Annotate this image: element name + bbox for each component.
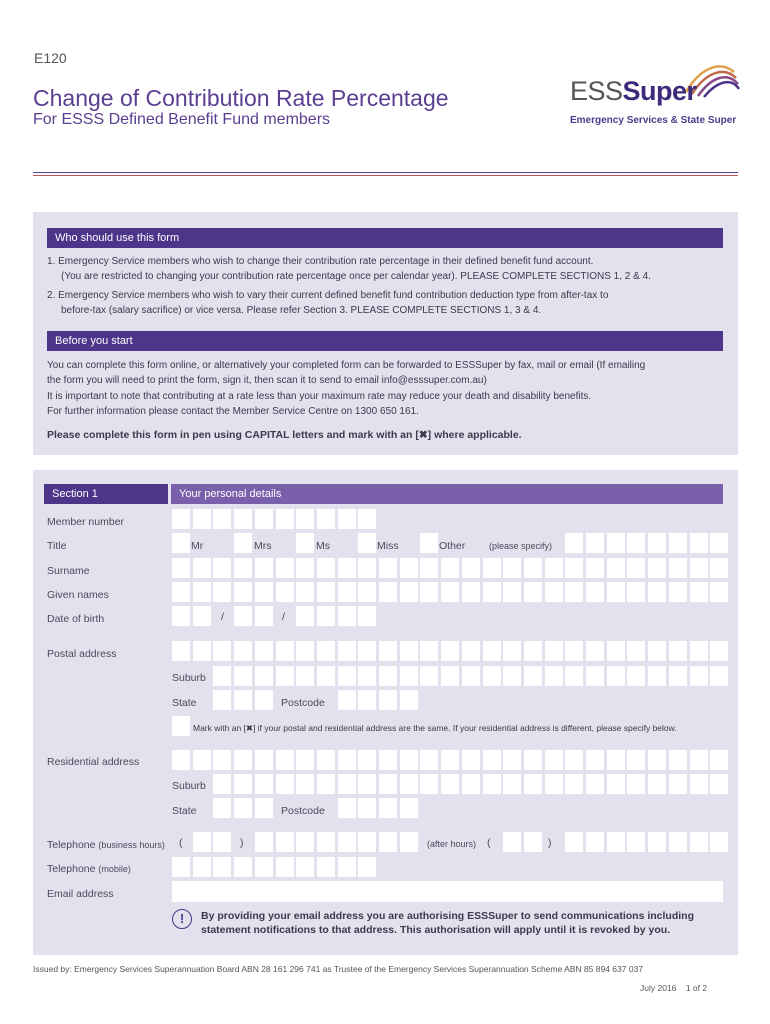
postal-address-box[interactable] (648, 641, 666, 661)
postal-suburb-box[interactable] (379, 666, 397, 686)
surname-box[interactable] (400, 558, 418, 578)
residential-suburb-box[interactable] (607, 774, 625, 794)
member-number-box[interactable] (358, 509, 376, 529)
given-names-box[interactable] (483, 582, 501, 602)
residential-suburb-box[interactable] (213, 774, 231, 794)
postal-suburb-box[interactable] (586, 666, 604, 686)
phone-business-box[interactable] (338, 832, 356, 852)
postal-address-box[interactable] (627, 641, 645, 661)
residential-address-label: Residential address (47, 756, 140, 768)
residential-suburb-box[interactable] (338, 774, 356, 794)
given-names-box[interactable] (193, 582, 211, 602)
email-input[interactable] (172, 881, 723, 902)
residential-suburb-box[interactable] (234, 774, 252, 794)
residential-suburb-label: Suburb (172, 780, 206, 792)
surname-box[interactable] (545, 558, 563, 578)
title-other-label: Other (439, 540, 466, 552)
surname-box[interactable] (255, 558, 273, 578)
postal-suburb-box[interactable] (483, 666, 501, 686)
info-alert-icon: ! (172, 909, 192, 929)
phone-after-hours-box[interactable] (648, 832, 666, 852)
given-names-box[interactable] (400, 582, 418, 602)
email-label: Email address (47, 888, 114, 900)
given-names-box[interactable] (710, 582, 728, 602)
title-other-box[interactable] (627, 533, 645, 553)
residential-suburb-box[interactable] (296, 774, 314, 794)
postal-address-box[interactable] (483, 641, 501, 661)
given-names-box[interactable] (524, 582, 542, 602)
residential-suburb-box[interactable] (358, 774, 376, 794)
residential-address-box[interactable] (607, 750, 625, 770)
postal-suburb-box[interactable] (462, 666, 480, 686)
residential-address-box[interactable] (441, 750, 459, 770)
before-line-1: You can complete this form online, or alternatively your completed form can be forwarded to ESSSuper by fax, mail or email (If emailing (47, 360, 646, 371)
postal-address-box[interactable] (193, 641, 211, 661)
dob-box[interactable] (317, 606, 335, 626)
postal-suburb-box[interactable] (213, 666, 231, 686)
postal-suburb-label: Suburb (172, 672, 206, 684)
phone-business-box[interactable] (296, 832, 314, 852)
given-names-box[interactable] (503, 582, 521, 602)
postal-address-box[interactable] (338, 641, 356, 661)
surname-box[interactable] (296, 558, 314, 578)
residential-address-box[interactable] (545, 750, 563, 770)
residential-address-box[interactable] (627, 750, 645, 770)
postal-address-box[interactable] (503, 641, 521, 661)
phone-mobile-box[interactable] (296, 857, 314, 877)
postal-suburb-box[interactable] (690, 666, 708, 686)
esssuper-logo (568, 60, 738, 132)
phone-mobile-box[interactable] (276, 857, 294, 877)
surname-box[interactable] (627, 558, 645, 578)
phone-mobile-box[interactable] (172, 857, 190, 877)
residential-address-box[interactable] (234, 750, 252, 770)
surname-box[interactable] (213, 558, 231, 578)
given-names-box[interactable] (213, 582, 231, 602)
title-other-box[interactable] (669, 533, 687, 553)
phone-business-box[interactable] (255, 832, 273, 852)
residential-address-box[interactable] (255, 750, 273, 770)
phone-mobile-box[interactable] (213, 857, 231, 877)
residential-address-box[interactable] (213, 750, 231, 770)
who-item-2-cont: before-tax (salary sacrifice) or vice versa. Please refer Section 3. PLEASE COMPLETE SECTIONS 1, 3 & 4. (61, 305, 542, 316)
page-subtitle: For ESSS Defined Benefit Fund members (33, 111, 331, 128)
before-heading: Before you start (47, 331, 723, 351)
given-names-box[interactable] (172, 582, 190, 602)
surname-box[interactable] (669, 558, 687, 578)
please-specify-label: (please specify) (489, 541, 553, 551)
title-label: Title (47, 540, 67, 552)
surname-box[interactable] (648, 558, 666, 578)
phone-business-box[interactable] (193, 832, 211, 852)
postal-suburb-box[interactable] (545, 666, 563, 686)
issued-by: Issued by: Emergency Services Superannuation Board ABN 28 161 296 741 as Trustee of the Emergency Services Superannuation Scheme ABN 85 894 637 037 (33, 964, 644, 974)
postal-suburb-box[interactable] (669, 666, 687, 686)
residential-address-box[interactable] (338, 750, 356, 770)
dob-box[interactable] (338, 606, 356, 626)
same-address-note: Mark with an [✖] if your postal and residential address are the same. If your residential address is different, please specify below. (193, 723, 677, 733)
member-number-box[interactable] (172, 509, 190, 529)
who-item-1-cont: (You are restricted to changing your contribution rate percentage once per calendar year). PLEASE COMPLETE SECTIONS 1, 2 & 4. (61, 271, 651, 282)
given-names-box[interactable] (420, 582, 438, 602)
given-names-box[interactable] (441, 582, 459, 602)
dob-box[interactable] (358, 606, 376, 626)
phone-after-hours-box[interactable] (627, 832, 645, 852)
title-mr-label: Mr (191, 540, 204, 552)
postal-address-box[interactable] (441, 641, 459, 661)
surname-box[interactable] (524, 558, 542, 578)
title-other-box[interactable] (607, 533, 625, 553)
given-names-label: Given names (47, 589, 109, 601)
member-number-box[interactable] (255, 509, 273, 529)
given-names-box[interactable] (296, 582, 314, 602)
after-hours-label: (after hours) (427, 839, 477, 849)
residential-suburb-box[interactable] (586, 774, 604, 794)
postal-suburb-box[interactable] (524, 666, 542, 686)
dob-box[interactable] (193, 606, 211, 626)
postal-suburb-box[interactable] (420, 666, 438, 686)
residential-suburb-box[interactable] (462, 774, 480, 794)
postal-address-box[interactable] (234, 641, 252, 661)
title-other-box[interactable] (710, 533, 728, 553)
email-notice-line-2: statement notifications to that address. This authorisation will apply until it is revoked by you. (201, 924, 671, 936)
phone-business-box[interactable] (276, 832, 294, 852)
residential-address-box[interactable] (276, 750, 294, 770)
residential-address-box[interactable] (483, 750, 501, 770)
surname-box[interactable] (586, 558, 604, 578)
surname-box[interactable] (276, 558, 294, 578)
postal-address-box[interactable] (379, 641, 397, 661)
residential-postcode-box[interactable] (379, 798, 397, 818)
residential-state-label: State (172, 805, 197, 817)
dob-box[interactable] (296, 606, 314, 626)
surname-box[interactable] (172, 558, 190, 578)
phone-after-hours-box[interactable] (586, 832, 604, 852)
surname-box[interactable] (710, 558, 728, 578)
surname-box[interactable] (565, 558, 583, 578)
residential-state-box[interactable] (255, 798, 273, 818)
telephone-mobile-label: Telephone (mobile) (47, 863, 131, 875)
dob-slash-2: / (282, 611, 285, 623)
surname-box[interactable] (420, 558, 438, 578)
surname-box[interactable] (379, 558, 397, 578)
phone-business-box[interactable] (358, 832, 376, 852)
surname-box[interactable] (338, 558, 356, 578)
phone-after-hours-box[interactable] (669, 832, 687, 852)
postal-address-box[interactable] (690, 641, 708, 661)
postal-suburb-box[interactable] (607, 666, 625, 686)
title-other-box[interactable] (648, 533, 666, 553)
residential-suburb-box[interactable] (441, 774, 459, 794)
phone-business-box[interactable] (213, 832, 231, 852)
residential-suburb-box[interactable] (690, 774, 708, 794)
residential-suburb-box[interactable] (276, 774, 294, 794)
phone-after-hours-box[interactable] (565, 832, 583, 852)
residential-address-box[interactable] (524, 750, 542, 770)
section-1-tab: Section 1 (44, 484, 168, 504)
postal-address-box[interactable] (545, 641, 563, 661)
postal-suburb-box[interactable] (627, 666, 645, 686)
residential-suburb-box[interactable] (545, 774, 563, 794)
postal-postcode-box[interactable] (358, 690, 376, 710)
surname-box[interactable] (441, 558, 459, 578)
postal-suburb-box[interactable] (400, 666, 418, 686)
postal-postcode-label: Postcode (281, 697, 325, 709)
title-other-box[interactable] (690, 533, 708, 553)
phone-after-hours-box[interactable] (524, 832, 542, 852)
given-names-box[interactable] (607, 582, 625, 602)
postal-address-box[interactable] (400, 641, 418, 661)
logo-tagline: Emergency Services & State Super (570, 115, 737, 126)
postal-postcode-box[interactable] (338, 690, 356, 710)
residential-address-box[interactable] (462, 750, 480, 770)
given-names-box[interactable] (690, 582, 708, 602)
surname-box[interactable] (503, 558, 521, 578)
title-other-box[interactable] (586, 533, 604, 553)
intro-panel (33, 212, 738, 455)
phone-mobile-box[interactable] (338, 857, 356, 877)
residential-suburb-box[interactable] (503, 774, 521, 794)
member-number-box[interactable] (276, 509, 294, 529)
given-names-box[interactable] (358, 582, 376, 602)
surname-box[interactable] (690, 558, 708, 578)
phone-mobile-box[interactable] (193, 857, 211, 877)
residential-postcode-box[interactable] (400, 798, 418, 818)
same-address-checkbox[interactable] (172, 716, 190, 736)
surname-box[interactable] (607, 558, 625, 578)
postal-postcode-box[interactable] (400, 690, 418, 710)
before-line-3: It is important to note that contributing at a rate less than your maximum rate may reduce your death and disability benefits. (47, 391, 592, 402)
member-number-box[interactable] (234, 509, 252, 529)
residential-state-box[interactable] (234, 798, 252, 818)
given-names-box[interactable] (276, 582, 294, 602)
surname-box[interactable] (234, 558, 252, 578)
pen-instruction: Please complete this form in pen using CAPITAL letters and mark with an [✖] where applicable. (47, 429, 522, 441)
residential-suburb-box[interactable] (317, 774, 335, 794)
phone-after-hours-box[interactable] (710, 832, 728, 852)
postal-state-box[interactable] (213, 690, 231, 710)
phone-open-paren: ( (179, 837, 183, 849)
residential-address-box[interactable] (193, 750, 211, 770)
postal-address-box[interactable] (276, 641, 294, 661)
dob-box[interactable] (172, 606, 190, 626)
postal-suburb-box[interactable] (255, 666, 273, 686)
residential-suburb-box[interactable] (379, 774, 397, 794)
residential-address-box[interactable] (586, 750, 604, 770)
residential-state-box[interactable] (213, 798, 231, 818)
form-code: E120 (34, 50, 67, 66)
residential-address-box[interactable] (172, 750, 190, 770)
section-1-heading: Your personal details (171, 484, 723, 504)
postal-state-box[interactable] (234, 690, 252, 710)
member-number-box[interactable] (213, 509, 231, 529)
residential-address-box[interactable] (379, 750, 397, 770)
residential-suburb-box[interactable] (710, 774, 728, 794)
who-item-2: 2. Emergency Service members who wish to vary their current defined benefit fund contribution deduction type from after-tax to (47, 290, 609, 301)
phone-after-hours-box[interactable] (607, 832, 625, 852)
postal-postcode-box[interactable] (379, 690, 397, 710)
given-names-box[interactable] (317, 582, 335, 602)
telephone-business-label: Telephone (business hours) (47, 839, 165, 851)
phone-mobile-box[interactable] (358, 857, 376, 877)
surname-box[interactable] (462, 558, 480, 578)
after-hours-close-paren: ) (548, 837, 552, 849)
dob-box[interactable] (255, 606, 273, 626)
after-hours-open-paren: ( (487, 837, 491, 849)
postal-suburb-box[interactable] (317, 666, 335, 686)
phone-mobile-box[interactable] (317, 857, 335, 877)
residential-suburb-box[interactable] (648, 774, 666, 794)
postal-address-box[interactable] (586, 641, 604, 661)
phone-close-paren: ) (240, 837, 244, 849)
postal-address-box[interactable] (524, 641, 542, 661)
member-number-box[interactable] (338, 509, 356, 529)
residential-suburb-box[interactable] (420, 774, 438, 794)
postal-suburb-box[interactable] (338, 666, 356, 686)
surname-box[interactable] (483, 558, 501, 578)
dob-slash-1: / (221, 611, 224, 623)
residential-address-box[interactable] (317, 750, 335, 770)
who-heading: Who should use this form (47, 228, 723, 248)
postal-address-box[interactable] (172, 641, 190, 661)
residential-address-box[interactable] (669, 750, 687, 770)
given-names-box[interactable] (234, 582, 252, 602)
residential-suburb-box[interactable] (627, 774, 645, 794)
title-ms-label: Ms (316, 540, 330, 552)
given-names-box[interactable] (648, 582, 666, 602)
postal-suburb-box[interactable] (648, 666, 666, 686)
email-notice-line-1: By providing your email address you are authorising ESSSuper to send communications including (201, 910, 695, 922)
title-checkbox[interactable] (420, 533, 438, 553)
phone-after-hours-box[interactable] (503, 832, 521, 852)
given-names-box[interactable] (669, 582, 687, 602)
dob-label: Date of birth (47, 613, 105, 625)
residential-address-box[interactable] (648, 750, 666, 770)
postal-address-box[interactable] (710, 641, 728, 661)
residential-address-box[interactable] (400, 750, 418, 770)
title-other-box[interactable] (565, 533, 583, 553)
postal-suburb-box[interactable] (441, 666, 459, 686)
phone-business-box[interactable] (379, 832, 397, 852)
postal-address-box[interactable] (213, 641, 231, 661)
residential-postcode-label: Postcode (281, 805, 325, 817)
postal-address-box[interactable] (296, 641, 314, 661)
who-item-1: 1. Emergency Service members who wish to change their contribution rate percentage in their defined benefit fund account. (47, 256, 594, 267)
residential-address-box[interactable] (690, 750, 708, 770)
surname-box[interactable] (358, 558, 376, 578)
postal-address-box[interactable] (255, 641, 273, 661)
postal-address-box[interactable] (358, 641, 376, 661)
residential-postcode-box[interactable] (358, 798, 376, 818)
postal-address-box[interactable] (607, 641, 625, 661)
title-mrs-label: Mrs (254, 540, 272, 552)
dob-box[interactable] (234, 606, 252, 626)
residential-address-box[interactable] (710, 750, 728, 770)
given-names-box[interactable] (565, 582, 583, 602)
phone-mobile-box[interactable] (255, 857, 273, 877)
title-checkbox[interactable] (296, 533, 314, 553)
postal-address-box[interactable] (669, 641, 687, 661)
member-number-label: Member number (47, 516, 125, 528)
residential-suburb-box[interactable] (565, 774, 583, 794)
header-rule-accent (33, 175, 738, 176)
member-number-box[interactable] (317, 509, 335, 529)
postal-suburb-box[interactable] (565, 666, 583, 686)
before-line-2: the form you will need to print the form, sign it, then scan it to send to email info@esssuper.com.au) (47, 375, 487, 386)
header-rule (33, 172, 738, 173)
given-names-box[interactable] (255, 582, 273, 602)
postal-state-label: State (172, 697, 197, 709)
postal-state-box[interactable] (255, 690, 273, 710)
residential-address-box[interactable] (358, 750, 376, 770)
postal-address-box[interactable] (420, 641, 438, 661)
residential-suburb-box[interactable] (400, 774, 418, 794)
residential-address-box[interactable] (503, 750, 521, 770)
residential-suburb-box[interactable] (255, 774, 273, 794)
phone-business-box[interactable] (317, 832, 335, 852)
member-number-box[interactable] (296, 509, 314, 529)
logo-wordmark: ESSSuper (570, 76, 697, 106)
phone-business-box[interactable] (400, 832, 418, 852)
page-title: Change of Contribution Rate Percentage (33, 85, 449, 111)
surname-label: Surname (47, 565, 90, 577)
postal-suburb-box[interactable] (296, 666, 314, 686)
postal-suburb-box[interactable] (234, 666, 252, 686)
postal-suburb-box[interactable] (276, 666, 294, 686)
residential-suburb-box[interactable] (483, 774, 501, 794)
residential-address-box[interactable] (420, 750, 438, 770)
title-checkbox[interactable] (234, 533, 252, 553)
residential-suburb-box[interactable] (669, 774, 687, 794)
title-miss-label: Miss (377, 540, 399, 552)
postal-address-label: Postal address (47, 648, 117, 660)
title-checkbox[interactable] (172, 533, 190, 553)
title-checkbox[interactable] (358, 533, 376, 553)
section-1-panel (33, 470, 738, 955)
phone-mobile-box[interactable] (234, 857, 252, 877)
member-number-box[interactable] (193, 509, 211, 529)
residential-postcode-box[interactable] (338, 798, 356, 818)
given-names-box[interactable] (338, 582, 356, 602)
given-names-box[interactable] (462, 582, 480, 602)
surname-box[interactable] (193, 558, 211, 578)
postal-address-box[interactable] (462, 641, 480, 661)
residential-address-box[interactable] (565, 750, 583, 770)
given-names-box[interactable] (586, 582, 604, 602)
postal-suburb-box[interactable] (710, 666, 728, 686)
page-number: July 2016 1 of 2 (640, 983, 708, 993)
postal-suburb-box[interactable] (503, 666, 521, 686)
postal-address-box[interactable] (565, 641, 583, 661)
residential-suburb-box[interactable] (524, 774, 542, 794)
postal-suburb-box[interactable] (358, 666, 376, 686)
given-names-box[interactable] (627, 582, 645, 602)
residential-address-box[interactable] (296, 750, 314, 770)
given-names-box[interactable] (545, 582, 563, 602)
given-names-box[interactable] (379, 582, 397, 602)
phone-after-hours-box[interactable] (690, 832, 708, 852)
surname-box[interactable] (317, 558, 335, 578)
before-line-4: For further information please contact the Member Service Centre on 1300 650 161. (47, 406, 419, 417)
postal-address-box[interactable] (317, 641, 335, 661)
